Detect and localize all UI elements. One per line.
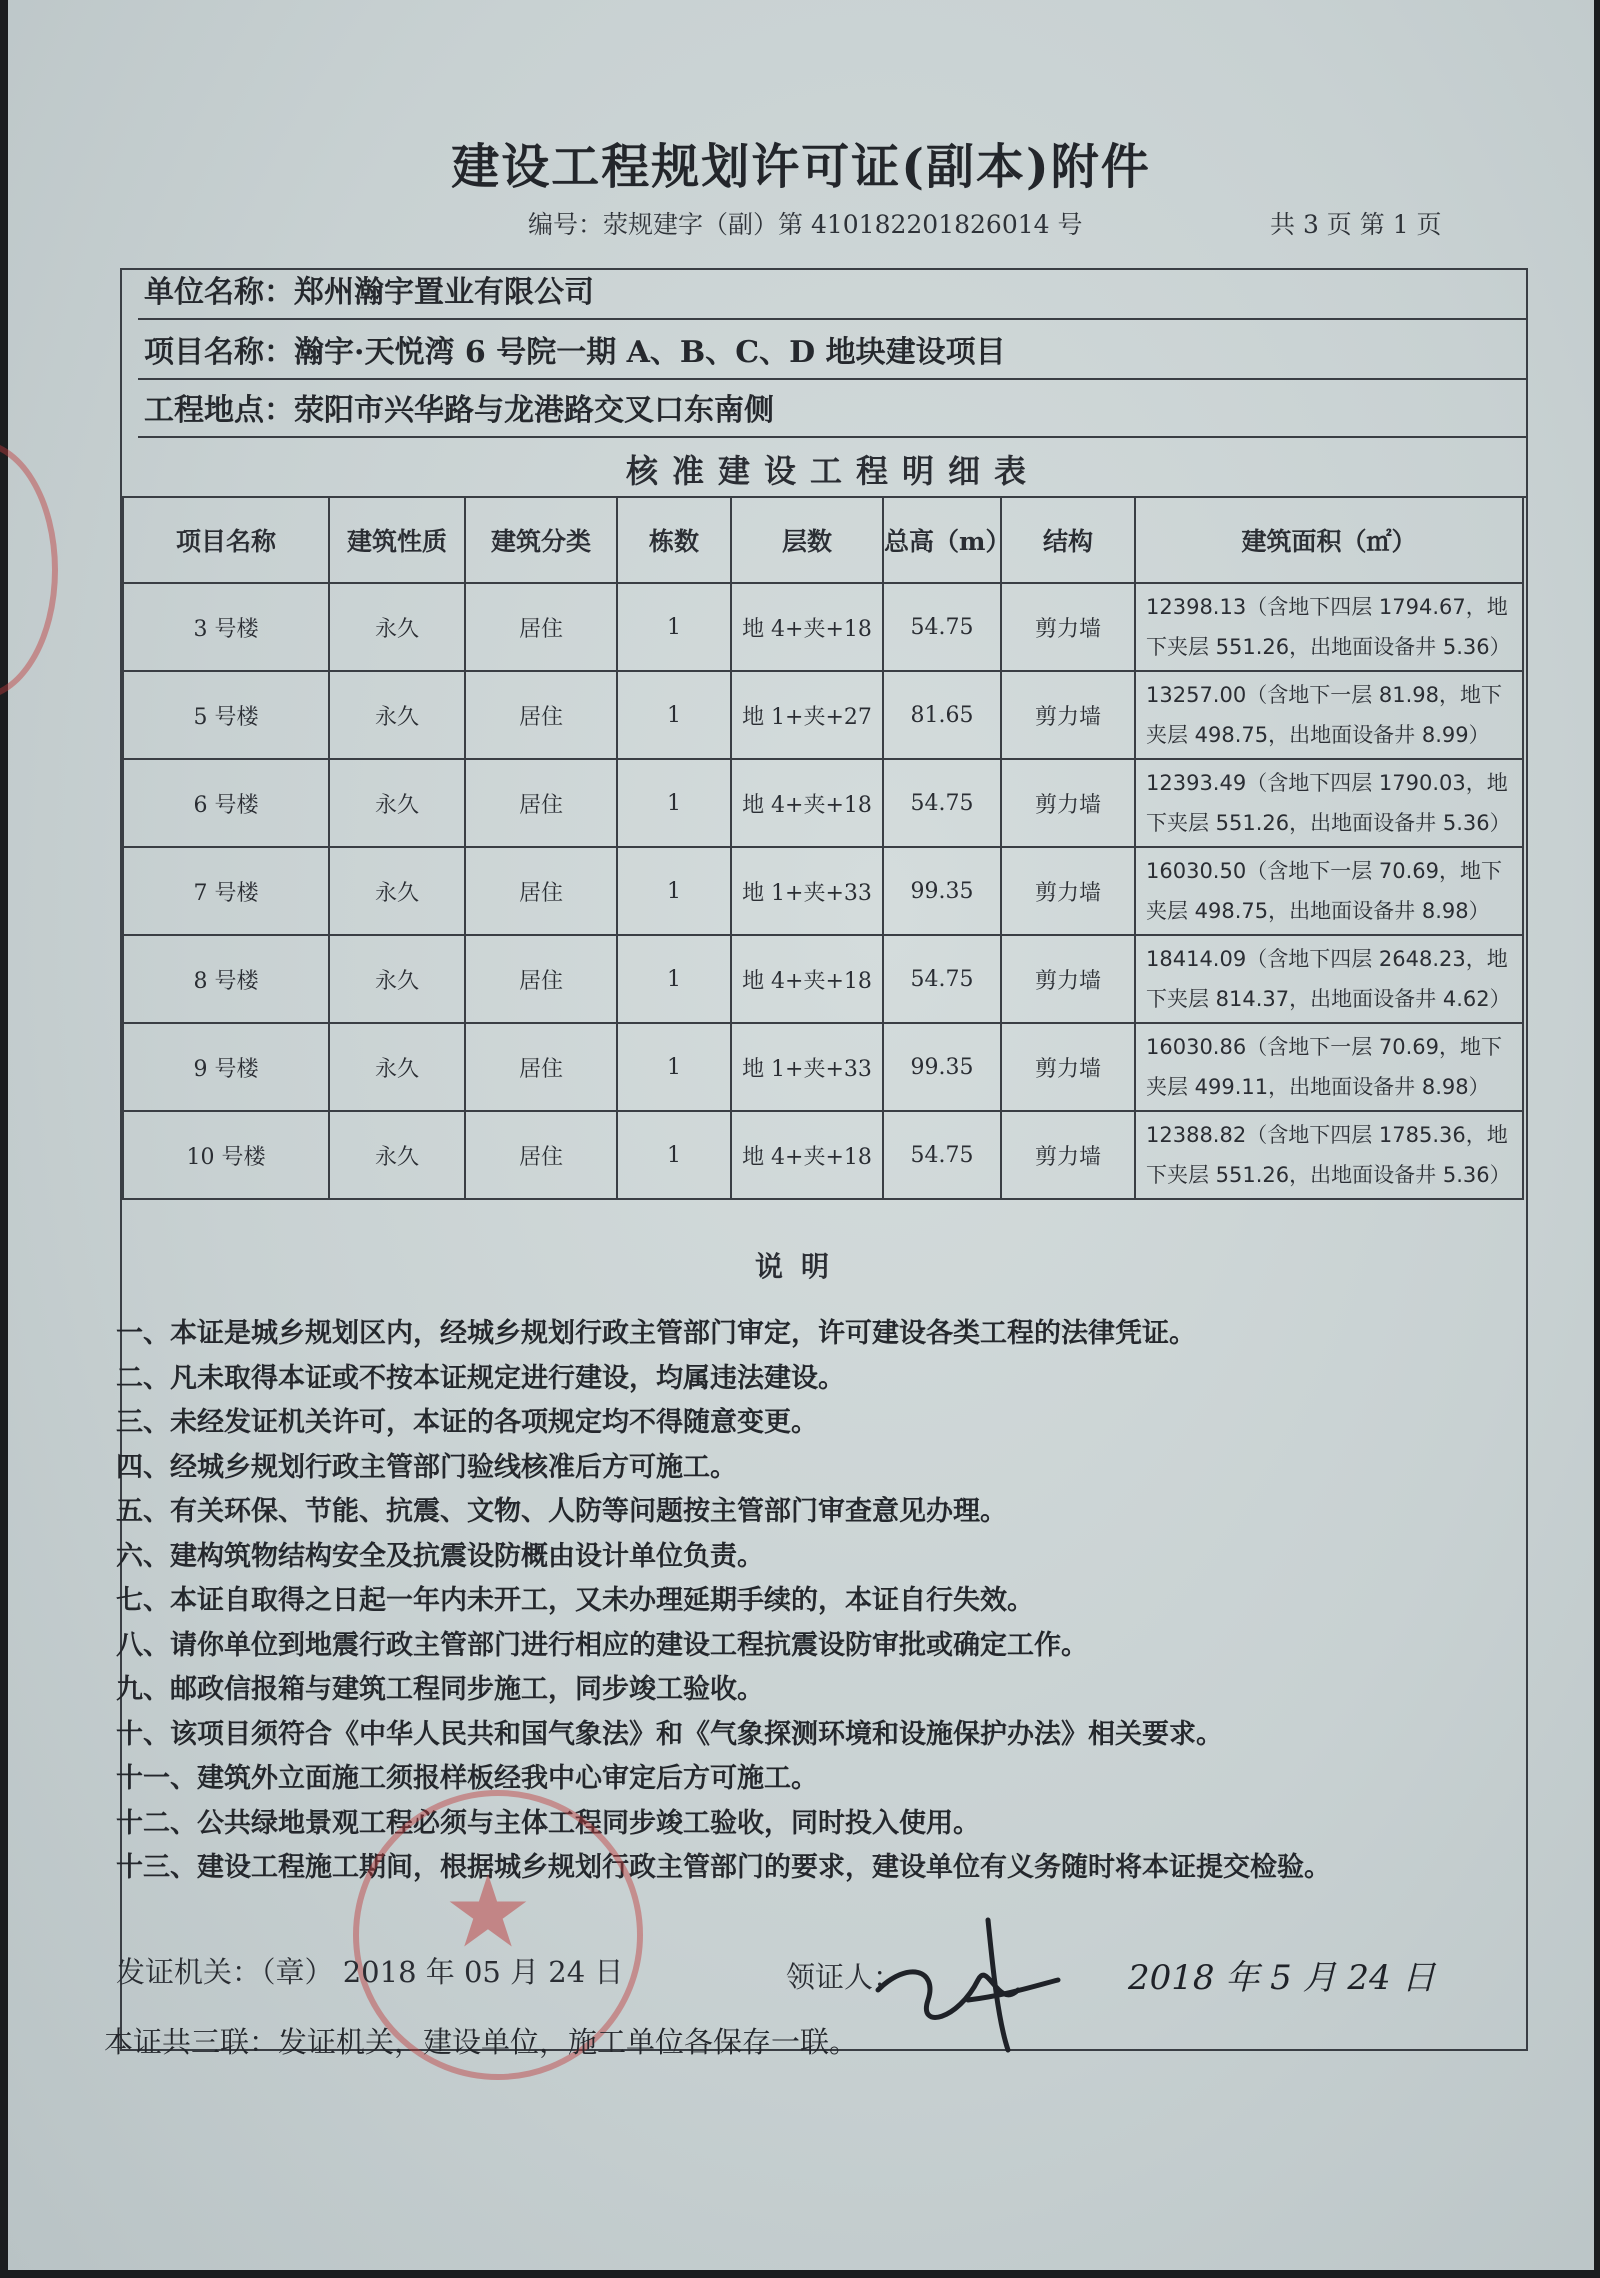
project-row — [138, 328, 1528, 380]
header-cell: 层数 — [731, 497, 883, 583]
building-count: 1 — [617, 1023, 731, 1111]
header-cell: 建筑分类 — [465, 497, 617, 583]
explanation-item: 三、未经发证机关许可，本证的各项规定均不得随意变更。 — [116, 1407, 818, 1438]
table-title: 核准建设工程明细表 — [138, 446, 1528, 498]
building-name: 9 号楼 — [123, 1023, 329, 1111]
location-row — [138, 386, 1528, 438]
building-name: 5 号楼 — [123, 671, 329, 759]
table-header-row — [123, 497, 1523, 583]
building-count: 1 — [617, 1111, 731, 1199]
building-structure: 剪力墙 — [1001, 935, 1135, 1023]
issuer-line: 发证机关：（章） 2018 年 05 月 24 日 — [116, 1955, 624, 1989]
table-row — [123, 671, 1523, 759]
explanation-item: 七、本证自取得之日起一年内未开工，又未办理延期手续的，本证自行失效。 — [116, 1585, 1034, 1616]
building-height: 54.75 — [883, 935, 1001, 1023]
receiver-label: 领证人： — [786, 1960, 903, 1994]
permit-number: 编号：荥规建字（副）第 410182201826014 号 — [528, 210, 1083, 239]
building-structure: 剪力墙 — [1001, 1111, 1135, 1199]
building-count: 1 — [617, 759, 731, 847]
table-row — [123, 583, 1523, 671]
table-row — [123, 759, 1523, 847]
building-name: 6 号楼 — [123, 759, 329, 847]
area-line-2: 下夹层 551.26，出地面设备井 5.36） — [1146, 1163, 1511, 1187]
area-line-2: 夹层 498.75，出地面设备井 8.98） — [1146, 899, 1490, 923]
explanation-item: 九、邮政信报箱与建筑工程同步施工，同步竣工验收。 — [116, 1674, 764, 1705]
building-height: 54.75 — [883, 583, 1001, 671]
handwritten-signature — [868, 1900, 1068, 2060]
building-floors: 地 1+夹+33 — [731, 847, 883, 935]
table-row — [123, 1023, 1523, 1111]
building-floors: 地 4+夹+18 — [731, 935, 883, 1023]
building-name: 7 号楼 — [123, 847, 329, 935]
header-cell: 结构 — [1001, 497, 1135, 583]
building-category: 居住 — [465, 847, 617, 935]
area-line-2: 下夹层 814.37，出地面设备井 4.62） — [1146, 987, 1511, 1011]
table-row — [123, 847, 1523, 935]
explanation-item: 二、凡未取得本证或不按本证规定进行建设，均属违法建设。 — [116, 1362, 845, 1394]
explanation-item: 八、请你单位到地震行政主管部门进行相应的建设工程抗震设防审批或确定工作。 — [116, 1629, 1088, 1661]
building-name: 10 号楼 — [123, 1111, 329, 1199]
explanation-item: 一、本证是城乡规划区内，经城乡规划行政主管部门审定，许可建设各类工程的法律凭证。 — [116, 1318, 1196, 1349]
building-height: 99.35 — [883, 1023, 1001, 1111]
location-value: 荥阳市兴华路与龙港路交叉口东南侧 — [294, 393, 774, 428]
building-structure: 剪力墙 — [1001, 671, 1135, 759]
building-count: 1 — [617, 847, 731, 935]
explanation-item: 十三、建设工程施工期间，根据城乡规划行政主管部门的要求，建设单位有义务随时将本证提交检验。 — [116, 1852, 1331, 1883]
building-height: 54.75 — [883, 759, 1001, 847]
building-nature: 永久 — [329, 1023, 465, 1111]
area-line-2: 夹层 498.75，出地面设备井 8.99） — [1146, 723, 1490, 747]
building-floors: 地 4+夹+18 — [731, 759, 883, 847]
building-name: 3 号楼 — [123, 583, 329, 671]
area-line-2: 夹层 499.11，出地面设备井 8.98） — [1146, 1075, 1490, 1099]
header-cell: 栋数 — [617, 497, 731, 583]
explanation-list — [116, 1312, 1536, 1891]
handwritten-date: 2018 年 5 月 24 日 — [1128, 1958, 1436, 1998]
area-line-2: 下夹层 551.26，出地面设备井 5.36） — [1146, 635, 1511, 659]
building-area — [1135, 1023, 1523, 1111]
building-structure: 剪力墙 — [1001, 759, 1135, 847]
building-height: 99.35 — [883, 847, 1001, 935]
area-line-1: 12393.49（含地下四层 1790.03，地 — [1146, 771, 1508, 795]
table-row — [123, 935, 1523, 1023]
unit-row — [138, 268, 1528, 320]
building-category: 居住 — [465, 583, 617, 671]
location-label: 工程地点： — [144, 393, 294, 428]
building-area — [1135, 671, 1523, 759]
explanation-item: 十一、建筑外立面施工须报样板经我中心审定后方可施工。 — [116, 1763, 818, 1794]
building-floors: 地 4+夹+18 — [731, 583, 883, 671]
building-nature: 永久 — [329, 1111, 465, 1199]
building-category: 居住 — [465, 759, 617, 847]
building-floors: 地 4+夹+18 — [731, 1111, 883, 1199]
unit-value: 郑州瀚宇置业有限公司 — [294, 275, 594, 310]
area-line-1: 18414.09（含地下四层 2648.23，地 — [1146, 947, 1508, 971]
explanation-heading: 说明 — [754, 1250, 847, 1283]
unit-label: 单位名称： — [144, 275, 294, 310]
area-line-1: 16030.50（含地下一层 70.69，地下 — [1146, 859, 1502, 883]
explanation-item: 六、建构筑物结构安全及抗震设防概由设计单位负责。 — [116, 1540, 764, 1572]
building-nature: 永久 — [329, 847, 465, 935]
building-nature: 永久 — [329, 671, 465, 759]
area-line-1: 12398.13（含地下四层 1794.67，地 — [1146, 595, 1508, 619]
building-area — [1135, 759, 1523, 847]
building-structure: 剪力墙 — [1001, 1023, 1135, 1111]
header-cell: 项目名称 — [123, 497, 329, 583]
page-info: 共 3 页 第 1 页 — [1270, 210, 1442, 239]
building-category: 居住 — [465, 671, 617, 759]
building-area — [1135, 1111, 1523, 1199]
building-floors: 地 1+夹+27 — [731, 671, 883, 759]
building-height: 81.65 — [883, 671, 1001, 759]
partial-red-seal-left — [0, 440, 58, 700]
building-name: 8 号楼 — [123, 935, 329, 1023]
building-height: 54.75 — [883, 1111, 1001, 1199]
explanation-item: 十、该项目须符合《中华人民共和国气象法》和《气象探测环境和设施保护办法》相关要求。 — [116, 1718, 1223, 1750]
table-row — [123, 1111, 1523, 1199]
building-floors: 地 1+夹+33 — [731, 1023, 883, 1111]
building-count: 1 — [617, 671, 731, 759]
building-count: 1 — [617, 935, 731, 1023]
building-area — [1135, 847, 1523, 935]
area-line-1: 12388.82（含地下四层 1785.36，地 — [1146, 1123, 1508, 1147]
area-line-2: 下夹层 551.26，出地面设备井 5.36） — [1146, 811, 1511, 835]
seal-star-icon: ★ — [443, 1853, 533, 1970]
building-nature: 永久 — [329, 759, 465, 847]
building-structure: 剪力墙 — [1001, 583, 1135, 671]
footer-note: 本证共三联：发证机关，建设单位，施工单位各保存一联。 — [104, 2025, 859, 2059]
document-title: 建设工程规划许可证(副本)附件 — [451, 139, 1151, 195]
building-area — [1135, 935, 1523, 1023]
explanation-item: 五、有关环保、节能、抗震、文物、人防等问题按主管部门审查意见办理。 — [116, 1496, 1007, 1527]
building-detail-table — [122, 496, 1524, 1200]
document-sheet — [8, 0, 1594, 2270]
building-nature: 永久 — [329, 583, 465, 671]
building-structure: 剪力墙 — [1001, 847, 1135, 935]
building-category: 居住 — [465, 935, 617, 1023]
explanation-item: 四、经城乡规划行政主管部门验线核准后方可施工。 — [116, 1451, 737, 1483]
header-cell: 建筑性质 — [329, 497, 465, 583]
building-nature: 永久 — [329, 935, 465, 1023]
building-category: 居住 — [465, 1111, 617, 1199]
header-cell: 总高（m） — [883, 497, 1001, 583]
project-label: 项目名称： — [144, 335, 294, 370]
area-line-1: 13257.00（含地下一层 81.98，地下 — [1146, 683, 1502, 707]
header-cell: 建筑面积（㎡） — [1135, 497, 1523, 583]
explanation-item: 十二、公共绿地景观工程必须与主体工程同步竣工验收，同时投入使用。 — [116, 1807, 980, 1839]
building-area — [1135, 583, 1523, 671]
area-line-1: 16030.86（含地下一层 70.69，地下 — [1146, 1035, 1502, 1059]
project-value: 瀚宇·天悦湾 6 号院一期 A、B、C、D 地块建设项目 — [294, 335, 1006, 370]
building-count: 1 — [617, 583, 731, 671]
building-category: 居住 — [465, 1023, 617, 1111]
